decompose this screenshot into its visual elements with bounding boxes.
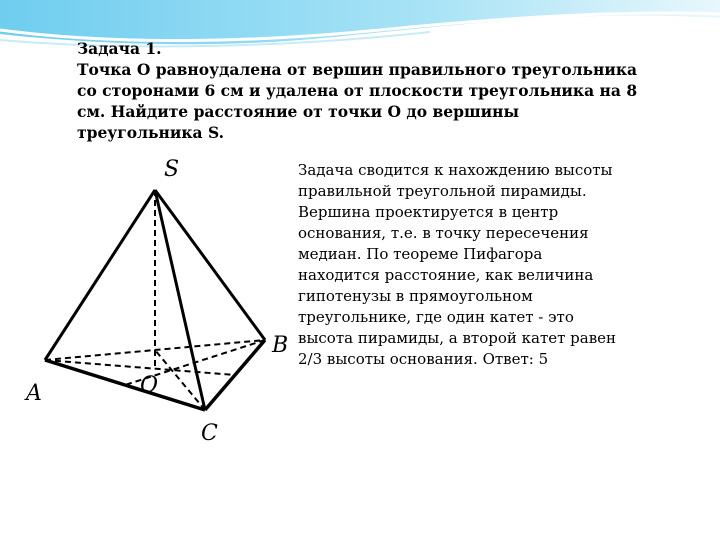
vertex-label-C: C bbox=[201, 421, 218, 446]
solution-line: гипотенузы в прямоугольном bbox=[298, 287, 533, 305]
problem-line: Точка О равноудалена от вершин правильного треугольника bbox=[77, 60, 638, 79]
solution-text bbox=[298, 160, 658, 370]
problem-line: см. Найдите расстояние от точки О до вершины bbox=[77, 102, 519, 121]
vertex-label-B: B bbox=[272, 333, 289, 358]
problem-line: треугольника S. bbox=[77, 123, 225, 142]
problem-statement bbox=[77, 38, 667, 143]
solution-line: треугольнике, где один катет - это bbox=[298, 308, 574, 326]
problem-line: Задача 1. bbox=[77, 39, 162, 58]
solution-line: Задача сводится к нахождению высоты bbox=[298, 161, 613, 179]
solution-line: находится расстояние, как величина bbox=[298, 266, 594, 284]
vertex-label-A: A bbox=[26, 381, 42, 406]
pyramid-diagram bbox=[0, 140, 300, 450]
edge-SA bbox=[45, 190, 155, 360]
vertex-label-S: S bbox=[164, 157, 180, 182]
solution-line: правильной треугольной пирамиды. bbox=[298, 182, 587, 200]
solution-line: Вершина проектируется в центр bbox=[298, 203, 559, 221]
solution-line: 2/3 высоты основания. Ответ: 5 bbox=[298, 350, 549, 368]
solution-line: медиан. По теореме Пифагора bbox=[298, 245, 543, 263]
problem-line: со сторонами 6 см и удалена от плоскости треугольника на 8 bbox=[77, 81, 638, 100]
solution-line: основания, т.е. в точку пересечения bbox=[298, 224, 589, 242]
solution-line: высота пирамиды, а второй катет равен bbox=[298, 329, 617, 347]
vertex-label-O: O bbox=[140, 373, 159, 398]
